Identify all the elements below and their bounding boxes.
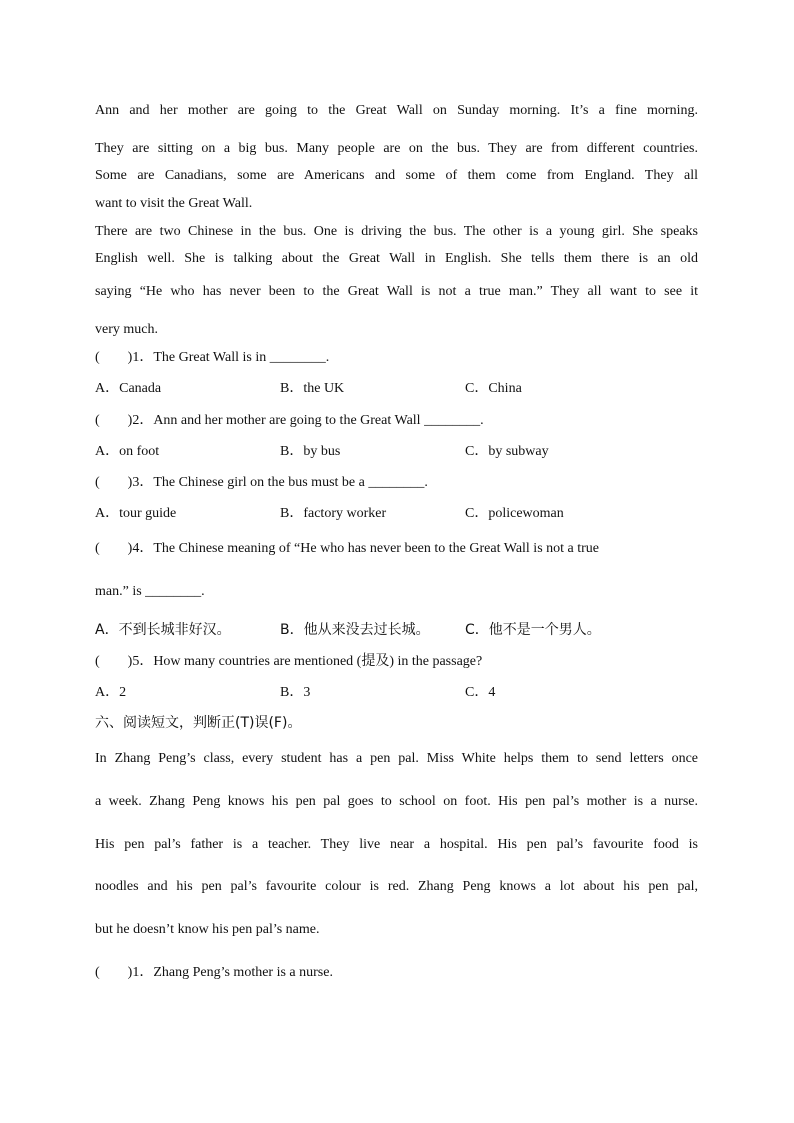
passage-line: In Zhang Peng’s class, every student has a pen pal. Miss White helps them to send letters once [95,751,698,766]
option-b: B．the UK [280,381,345,396]
option-a: A．不到长城非好汉。 [95,622,231,638]
option-c: C．by subway [465,444,549,459]
passage-line: want to visit the Great Wall. [95,196,253,211]
question-stem: ( )2．Ann and her mother are going to the Great Wall ________. [95,413,484,428]
passage-line: noodles and his pen pal’s favourite colour is red. Zhang Peng knows a lot about his pen pal, [95,879,698,894]
passage-line: There are two Chinese in the bus. One is driving the bus. The other is a young girl. She speaks [95,224,698,239]
option-b: B．他从来没去过长城。 [280,622,430,638]
passage-line: Ann and her mother are going to the Great Wall on Sunday morning. It’s a fine morning. [95,103,698,118]
passage-line: very much. [95,322,158,337]
option-c: C．他不是一个男人。 [465,622,601,638]
passage-line: English well. She is talking about the Great Wall in English. She tells them there is an old [95,251,698,266]
passage-line: saying “He who has never been to the Great Wall is not a true man.” They all want to see it [95,284,698,299]
passage-line: a week. Zhang Peng knows his pen pal goes to school on foot. His pen pal’s mother is a nurse. [95,794,698,809]
passage-line: but he doesn’t know his pen pal’s name. [95,922,320,937]
passage-line: They are sitting on a big bus. Many people are on the bus. They are from different countries. [95,141,698,156]
option-c: C．policewoman [465,506,564,521]
question-stem-continued: man.” is ________. [95,584,205,599]
question-stem: ( )1．Zhang Peng’s mother is a nurse. [95,965,333,980]
question-stem: ( )4．The Chinese meaning of “He who has never been to the Great Wall is not a true [95,541,600,556]
option-a: A．on foot [95,444,160,459]
section-heading: 六、阅读短文，判断正(T)误(F)。 [95,715,302,731]
question-stem: ( )3．The Chinese girl on the bus must be a ________. [95,475,428,490]
option-a: A．2 [95,685,127,700]
question-stem: ( )1．The Great Wall is in ________. [95,350,330,365]
passage-line: Some are Canadians, some are Americans and some of them come from England. They all [95,168,698,183]
option-a: A．tour guide [95,506,177,521]
option-c: C．China [465,381,522,396]
option-b: B．factory worker [280,506,387,521]
option-c: C．4 [465,685,496,700]
passage-line: His pen pal’s father is a teacher. They live near a hospital. His pen pal’s favourite food is [95,837,698,852]
option-b: B．by bus [280,444,341,459]
option-a: A．Canada [95,381,162,396]
question-stem: ( )5．How many countries are mentioned (提及) in the passage? [95,654,483,669]
option-b: B．3 [280,685,311,700]
